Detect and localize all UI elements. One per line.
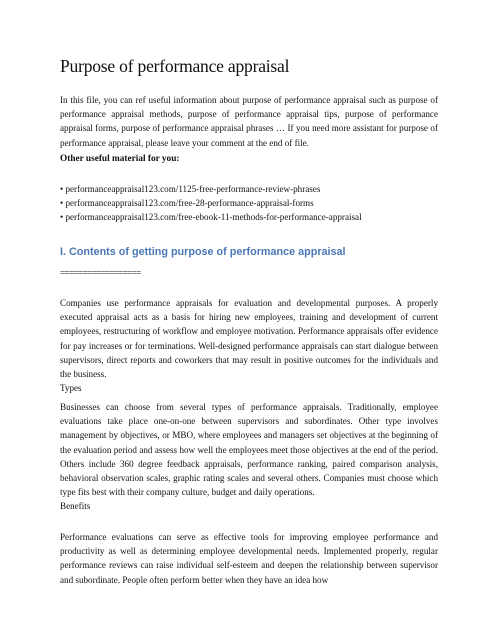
separator-line: ================== bbox=[60, 268, 141, 278]
link-item-ebook-methods[interactable]: • performanceappraisal123.com/free-ebook-11-methods-for-performance-appraisal bbox=[60, 212, 362, 223]
paragraph-types-text: Businesses can choose from several types of performance appraisals. Traditionally, employee evaluations take place one-on-one between supervisors and subordinates. Other type involves management by objectives, or MBO, where employees and managers set objectives at the beginning of the evaluation period and assess how well the employees meet those objectives at the end of the period. Others include 360 degree feedback appraisals, performance ranking, paired comparison analysis, behavioral observation scales, graphic rating scales and several others. Companies must choose which type fits best with their company culture, budget and daily operations. bbox=[60, 402, 438, 498]
section-heading: I. Contents of getting purpose of performance appraisal bbox=[60, 246, 346, 258]
link-item-review-phrases[interactable]: • performanceappraisal123.com/1125-free-performance-review-phrases bbox=[60, 184, 321, 194]
other-material-heading: Other useful material for you: bbox=[60, 154, 180, 164]
benefits-label: Benefits bbox=[60, 501, 91, 512]
link-item-appraisal-forms[interactable]: • performanceappraisal123.com/free-28-performance-appraisal-forms bbox=[60, 198, 314, 209]
paragraph-benefits: Performance evaluations can serve as effective tools for improving employee performance and productivity as well as determining employee developmental needs. Implemented properly, regular performance reviews can raise individual self-esteem and deepen the relationship between supervisor and subordinate. People often perform better when they have an idea how bbox=[60, 532, 438, 585]
page-title: Purpose of performance appraisal bbox=[60, 56, 290, 76]
paragraph-purposes-text: Companies use performance appraisals for evaluation and developmental purposes. A properly executed appraisal acts as a basis for hiring new employees, training and development of current employees, restructuring of workflow and employee motivation. Performance appraisals offer evidence for pay increases or for terminations. Well-designed performance appraisals can start dialogue between supervisors, direct reports and coworkers that may result in positive outcomes for the individuals and the business. bbox=[60, 298, 438, 380]
link-list bbox=[60, 182, 362, 225]
intro-paragraph: In this file, you can ref useful information about purpose of performance appraisal such as purpose of performance appraisal methods, purpose of performance appraisal tips, purpose of performance appraisal forms, purpose of performance appraisal phrases … If you need more assistant for purpose of performance appraisal, please leave your comment at the end of file. bbox=[60, 95, 438, 148]
types-label: Types bbox=[60, 383, 82, 394]
paragraph-purposes bbox=[60, 296, 438, 395]
paragraph-types bbox=[60, 400, 438, 514]
